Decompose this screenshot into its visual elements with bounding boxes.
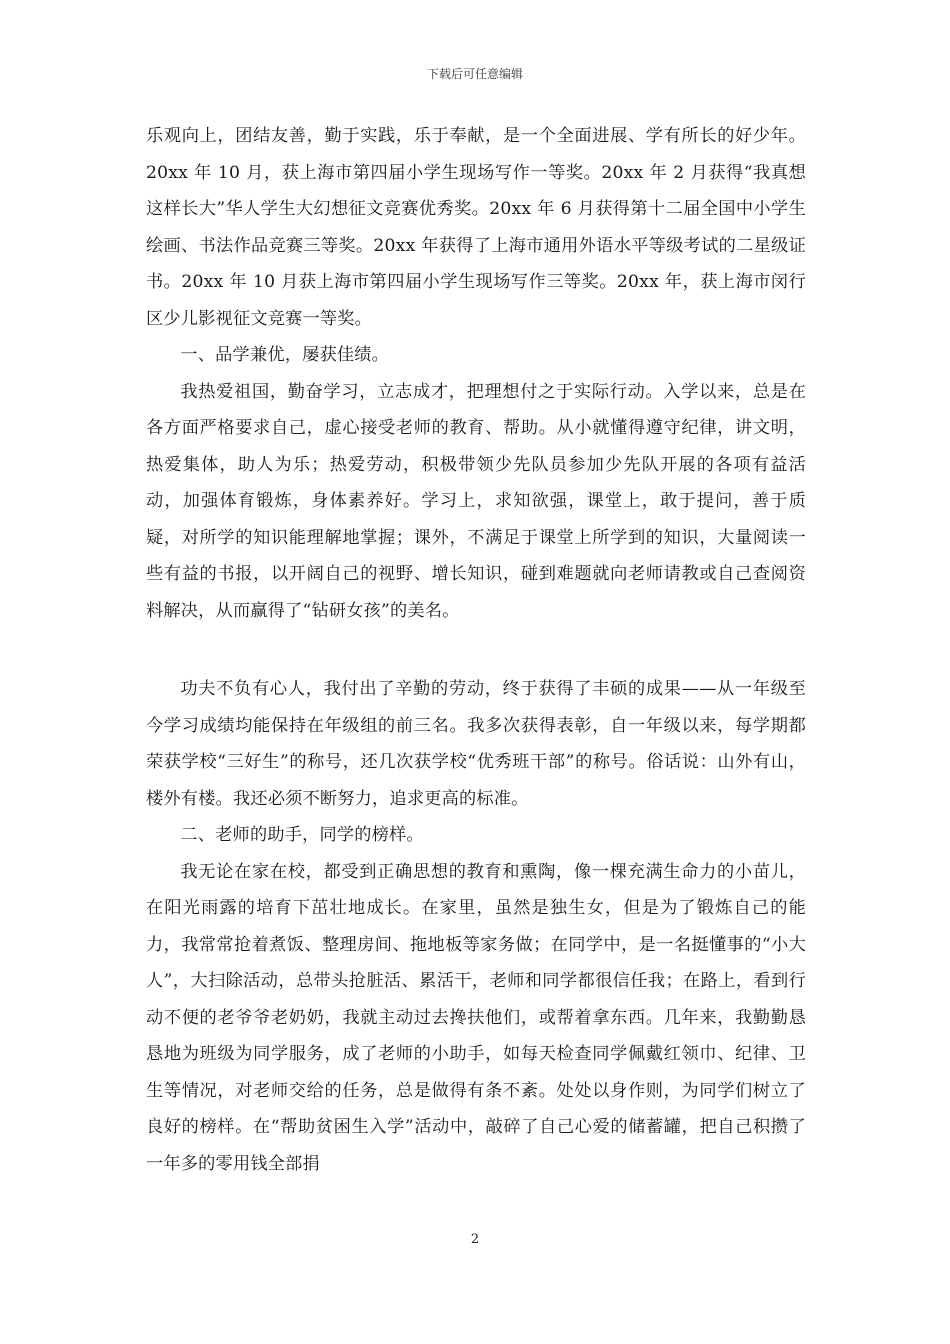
document-body (146, 118, 806, 1182)
paragraph-gap (146, 629, 806, 671)
page-header: 下载后可任意编辑 (426, 67, 523, 81)
paragraph-awards: 乐观向上，团结友善，勤于实践，乐于奉献，是一个全面进展、学有所长的好少年。20xx 年 10 月，获上海市第四届小学生现场写作一等奖。20xx 年 2 月获得“我真想这样长大”华人学生大幻想征文竞赛优秀奖。20xx 年 6 月获得第十二届全国中小学生绘画、书法作品竞赛三等奖。20xx 年获得了上海市通用外语水平等级考试的二星级证书。20xx 年 10 月获上海市第四届小学生现场写作三等奖。20xx 年，获上海市闵行区少儿影视征文竞赛一等奖。 (146, 126, 806, 329)
section-heading-2: 二、老师的助手，同学的榜样。 (180, 825, 424, 845)
paragraph-helper: 我无论在家在校，都受到正确思想的教育和熏陶，像一棵充满生命力的小苗儿，在阳光雨露的培育下茁壮地成长。在家里，虽然是独生女，但是为了锻炼自己的能力，我常常抢着煮饭、整理房间、拖地板等家务做；在同学中，是一名挺懂事的“小大人”，大扫除活动，总带头抢脏活、累活干，老师和同学都很信任我；在路上，看到行动不便的老爷爷老奶奶，我就主动过去搀扶他们，或帮着拿东西。几年来，我勤勤恳恳地为班级为同学服务，成了老师的小助手，如每天检查同学佩戴红领巾、纪律、卫生等情况，对老师交给的任务，总是做得有条不紊。处处以身作则，为同学们树立了良好的榜样。在“帮助贫困生入学”活动中，敲碎了自己心爱的储蓄罐，把自己积攒了一年多的零用钱全部捐 (146, 861, 806, 1174)
section-heading-1: 一、品学兼优，屡获佳绩。 (180, 345, 390, 365)
paragraph-study: 我热爱祖国，勤奋学习，立志成才，把理想付之于实际行动。入学以来，总是在各方面严格要求自己，虚心接受老师的教育、帮助。从小就懂得遵守纪律，讲文明，热爱集体，助人为乐；热爱劳动，积极带领少先队员参加少先队开展的各项有益活动，加强体育锻炼，身体素养好。学习上，求知欲强，课堂上，敢于提问，善于质疑，对所学的知识能理解地掌握；课外，不满足于课堂上所学到的知识，大量阅读一些有益的书报，以开阔自己的视野、增长知识，碰到难题就向老师请教或自己查阅资料解决，从而赢得了“钻研女孩”的美名。 (146, 381, 806, 621)
page-number: 2 (470, 1232, 480, 1247)
paragraph-results: 功夫不负有心人，我付出了辛勤的劳动，终于获得了丰硕的成果——从一年级至今学习成绩均能保持在年级组的前三名。我多次获得表彰，自一年级以来，每学期都荣获学校“三好生”的称号，还几次获学校“优秀班干部”的称号。俗话说：山外有山，楼外有楼。我还必须不断努力，追求更高的标准。 (146, 679, 806, 809)
